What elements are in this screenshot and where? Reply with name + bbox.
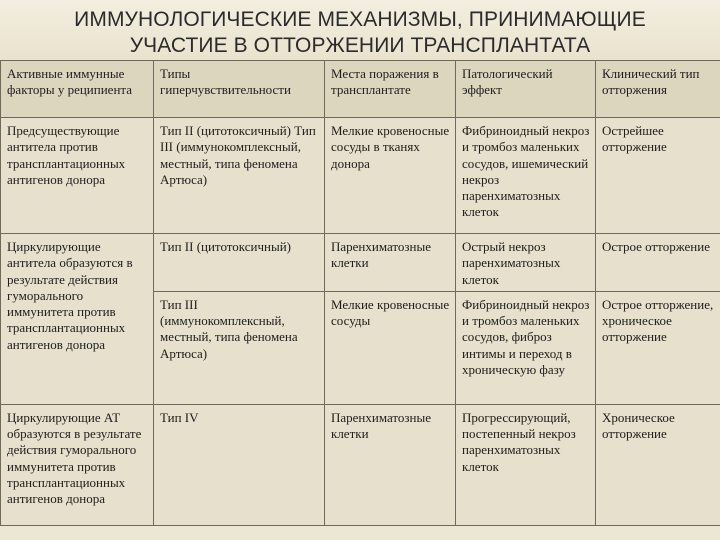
table-row: [1, 234, 720, 292]
cell-site: Мелкие кровеносные сосуды в тканях донора: [325, 118, 456, 234]
header-cell-pathological-effect: Патологический эффект: [456, 61, 596, 118]
cell-site: Паренхиматозные клетки: [325, 404, 456, 525]
cell-clinical: Острейшее отторжение: [596, 118, 720, 234]
table-row: [1, 118, 720, 234]
rejection-mechanisms-table-wrap: [0, 60, 720, 540]
table-row: [1, 404, 720, 525]
header-cell-clinical-type: Клинический тип отторжения: [596, 61, 720, 118]
cell-factor: Циркулирующие антитела образуются в результате действия гуморального иммунитета против трансплантационных антигенов донора: [1, 234, 154, 405]
page-title: [40, 7, 680, 59]
page-title-line-1: ИММУНОЛОГИЧЕСКИЕ МЕХАНИЗМЫ, ПРИНИМАЮЩИЕ: [74, 8, 646, 31]
title-bar: [0, 0, 720, 62]
cell-type: Тип IV: [154, 404, 325, 525]
cell-type: Тип III (иммунокомплексный, местный, типа феномена Артюса): [154, 291, 325, 404]
cell-clinical: Хроническое отторжение: [596, 404, 720, 525]
header-cell-hypersensitivity-types: Типы гиперчувствительности: [154, 61, 325, 118]
header-cell-lesion-sites: Места поражения в трансплантате: [325, 61, 456, 118]
cell-effect: Прогрессирующий, постепенный некроз паренхиматозных клеток: [456, 404, 596, 525]
page-title-line-2: УЧАСТИЕ В ОТТОРЖЕНИИ ТРАНСПЛАНТАТА: [129, 34, 591, 57]
cell-effect: Фибриноидный некроз и тромбоз маленьких сосудов, фиброз интимы и переход в хроническую фазу: [456, 291, 596, 404]
rejection-mechanisms-table: [0, 60, 720, 526]
cell-factor: Предсуществующие антитела против трансплантационных антигенов донора: [1, 118, 154, 234]
header-cell-factors: Активные иммунные факторы у реципиента: [1, 61, 154, 118]
cell-type: Тип II (цитотоксичный) Тип III (иммунокомплексный, местный, типа феномена Артюса): [154, 118, 325, 234]
cell-factor: Циркулирующие АТ образуются в результате действия гуморального иммунитета против трансплантационных антигенов донора: [1, 404, 154, 525]
cell-site: Паренхиматозные клетки: [325, 234, 456, 292]
cell-site: Мелкие кровеносные сосуды: [325, 291, 456, 404]
cell-clinical: Острое отторжение, хроническое отторжение: [596, 291, 720, 404]
cell-effect: Острый некроз паренхиматозных клеток: [456, 234, 596, 292]
table-header-row: [1, 61, 720, 118]
cell-effect: Фибриноидный некроз и тромбоз маленьких сосудов, ишемический некроз паренхиматозных клеток: [456, 118, 596, 234]
cell-type: Тип II (цитотоксичный): [154, 234, 325, 292]
cell-clinical: Острое отторжение: [596, 234, 720, 292]
